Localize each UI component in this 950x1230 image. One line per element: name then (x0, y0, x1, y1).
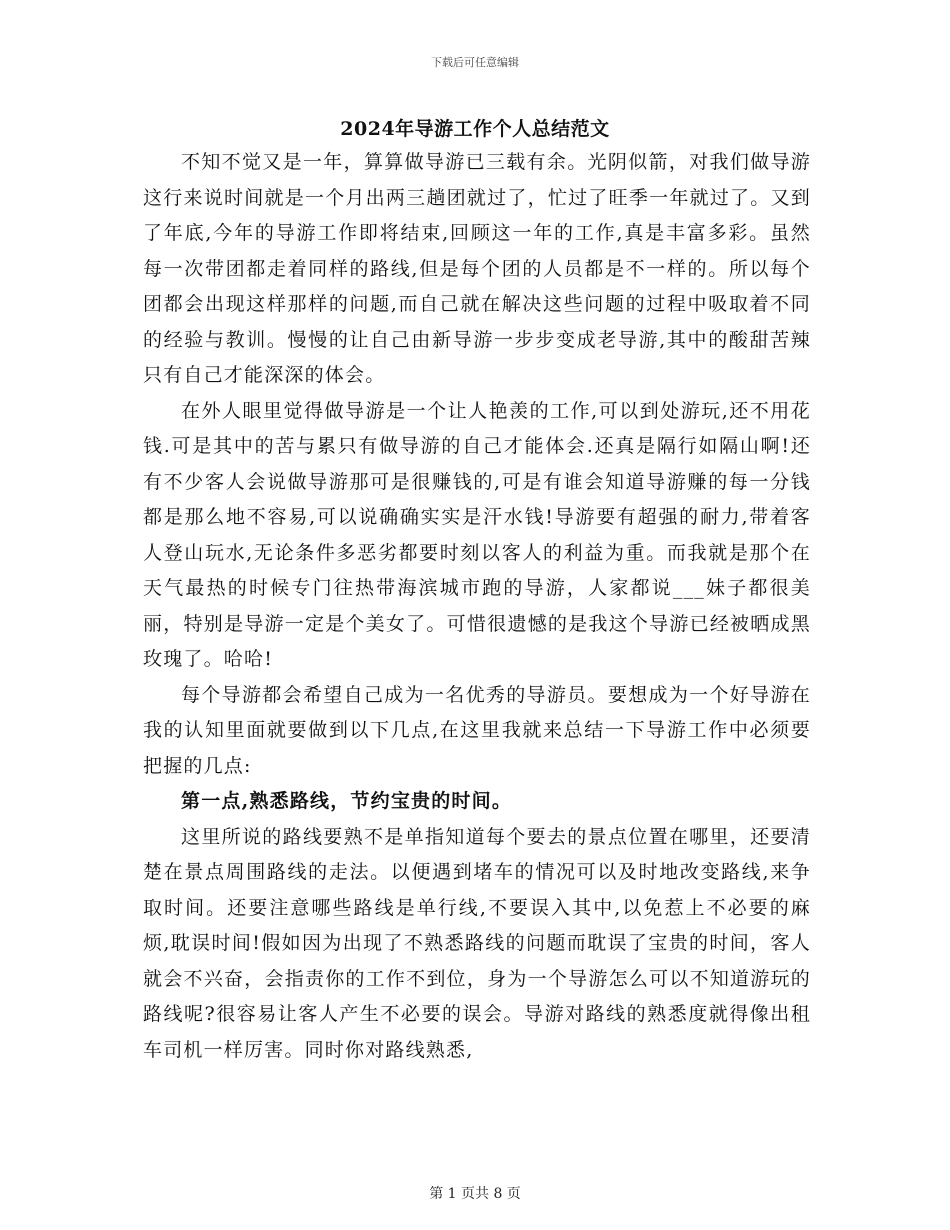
paragraph-1: 不知不觉又是一年，算算做导游已三载有余。光阴似箭，对我们做导游这行来说时间就是一个月出两三趟团就过了，忙过了旺季一年就过了。又到了年底,今年的导游工作即将结束,回顾这一年的工作,真是丰富多彩。虽然每一次带团都走着同样的路线,但是每个团的人员都是不一样的。所以每个团都会出现这样那样的问题,而自己就在解决这些问题的过程中吸取着不同的经验与教训。慢慢的让自己由新导游一步步变成老导游,其中的酸甜苦辣只有自己才能深深的体会。 (143, 151, 811, 386)
page-number: 第 1 页共 8 页 (429, 1186, 521, 1202)
paragraph-4: 这里所说的路线要熟不是单指知道每个要去的景点位置在哪里，还要清楚在景点周围路线的走法。以便遇到堵车的情况可以及时地改变路线,来争取时间。还要注意哪些路线是单行线,不要误入其中,以免惹上不必要的麻烦,耽误时间!假如因为出现了不熟悉路线的问题而耽误了宝贵的时间，客人就会不兴奋，会指责你的工作不到位，身为一个导游怎么可以不知道游玩的路线呢?很容易让客人产生不必要的误会。导游对路线的熟悉度就得像出租车司机一样厉害。同时你对路线熟悉, (143, 825, 811, 1061)
paragraph-3: 每个导游都会希望自己成为一名优秀的导游员。要想成为一个好导游在我的认知里面就要做到以下几点,在这里我就来总结一下导游工作中必须要把握的几点: (143, 683, 811, 777)
paragraph-2: 在外人眼里觉得做导游是一个让人艳羡的工作,可以到处游玩,还不用花钱.可是其中的苦与累只有做导游的自己才能体会.还真是隔行如隔山啊!还有不少客人会说做导游那可是很赚钱的,可是有谁会知道导游赚的每一分钱都是那么地不容易,可以说确确实实是汗水钱!导游要有超强的耐力,带着客人登山玩水,无论条件多恶劣都要时刻以客人的利益为重。而我就是那个在天气最热的时候专门往热带海滨城市跑的导游，人家都说___妹子都很美丽，特别是导游一定是个美女了。可惜很遗憾的是我这个导游已经被晒成黑玫瑰了。哈哈! (143, 399, 811, 670)
header-note: 下载后可任意编辑 (431, 56, 519, 69)
document-title: 2024年导游工作个人总结范文 (340, 118, 610, 140)
section-heading-1: 第一点,熟悉路线，节约宝贵的时间。 (181, 790, 513, 812)
document-body (143, 145, 811, 1068)
